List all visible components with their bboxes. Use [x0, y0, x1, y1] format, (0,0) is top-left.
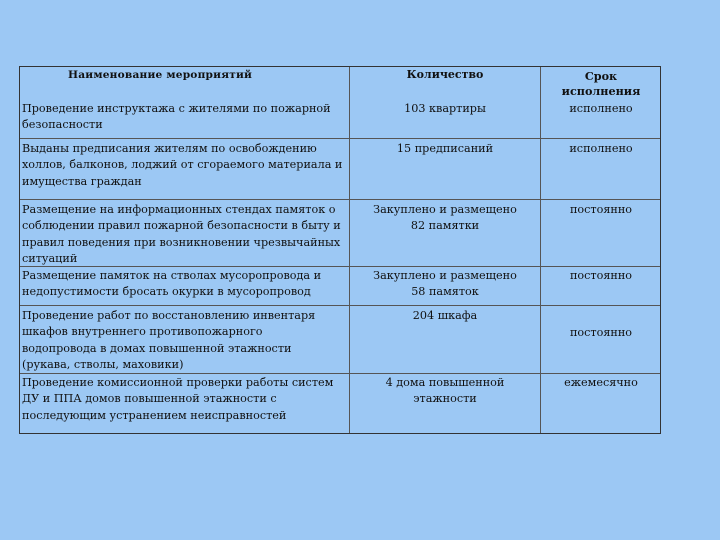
- header-term-line2: исполнения: [561, 84, 641, 98]
- row2-name-line: холлов, балконов, лоджий от сгораемого материала и: [22, 158, 343, 172]
- row6-term: ежемесячно: [564, 376, 638, 389]
- row5-term: постоянно: [569, 326, 633, 339]
- row5-name: [22, 308, 315, 373]
- row5-name-line: водопровода в домах повышенной этажности: [22, 341, 292, 355]
- row5-quantity: [349, 308, 541, 324]
- row3-name-line: ситуаций: [22, 251, 78, 265]
- row4-name-line: недопустимости бросать окурки в мусоропровод: [22, 285, 311, 299]
- row1-quantity: [349, 101, 541, 117]
- row6-name-line: Проведение комиссионной проверки работы систем: [22, 376, 334, 389]
- row5-name-line: шкафов внутреннего противопожарного: [22, 325, 263, 339]
- row1-term: исполнено: [569, 102, 633, 115]
- row5-quantity-line: 204 шкафа: [412, 309, 478, 322]
- row3-name-line: Размещение на информационных стендах памяток о: [22, 203, 336, 216]
- row6-name-line: последующим устранением неисправностей: [22, 408, 287, 422]
- row-divider: [20, 305, 660, 306]
- row2-term: исполнено: [569, 142, 633, 155]
- row3-name: [22, 202, 341, 267]
- row5-name-line: Проведение работ по восстановлению инвентаря: [22, 309, 316, 322]
- row-divider: [20, 138, 660, 139]
- row3-name-line: соблюдении правил пожарной безопасности в быту и: [22, 219, 341, 233]
- row2-quantity: [349, 141, 541, 157]
- row3-quantity-line: Закуплено и размещено: [373, 203, 517, 216]
- row3-term: постоянно: [569, 203, 633, 216]
- row6-quantity-line: 4 дома повышенной: [385, 376, 505, 389]
- header-quantity: Количество: [406, 68, 484, 81]
- row4-term: постоянно: [569, 269, 633, 282]
- row2-name-line: Выданы предписания жителям по освобождению: [22, 142, 317, 155]
- row1-quantity-line: 103 квартиры: [404, 102, 486, 115]
- header-term-line1: Срок: [584, 69, 618, 83]
- row6-name: [22, 375, 333, 424]
- row3-name-line: правил поведения при возникновении чрезвычайных: [22, 235, 341, 249]
- row2-quantity-line: 15 предписаний: [396, 142, 494, 155]
- row4-quantity: [349, 268, 541, 301]
- row4-quantity-line: Закуплено и размещено: [373, 269, 517, 282]
- activities-table: [19, 66, 661, 434]
- row4-quantity-line: 58 памяток: [411, 285, 479, 299]
- row1-name-line: безопасности: [22, 118, 103, 132]
- row3-quantity: [349, 202, 541, 235]
- row6-name-line: ДУ и ППА домов повышенной этажности с: [22, 392, 277, 406]
- header-name: Наименование мероприятий: [68, 69, 253, 81]
- header-term: [540, 69, 662, 99]
- row1-name-line: Проведение инструктажа с жителями по пожарной: [22, 102, 331, 115]
- row1-name: [22, 101, 331, 134]
- row4-name-line: Размещение памяток на стволах мусоропровода и: [22, 269, 322, 282]
- row2-name: [22, 141, 342, 190]
- row6-quantity: [349, 375, 541, 408]
- row5-name-line: (рукава, стволы, маховики): [22, 357, 184, 371]
- row2-name-line: имущества граждан: [22, 174, 142, 188]
- row4-name: [22, 268, 321, 301]
- row3-quantity-line: 82 памятки: [410, 219, 480, 233]
- row-divider: [20, 199, 660, 200]
- row6-quantity-line: этажности: [413, 392, 477, 406]
